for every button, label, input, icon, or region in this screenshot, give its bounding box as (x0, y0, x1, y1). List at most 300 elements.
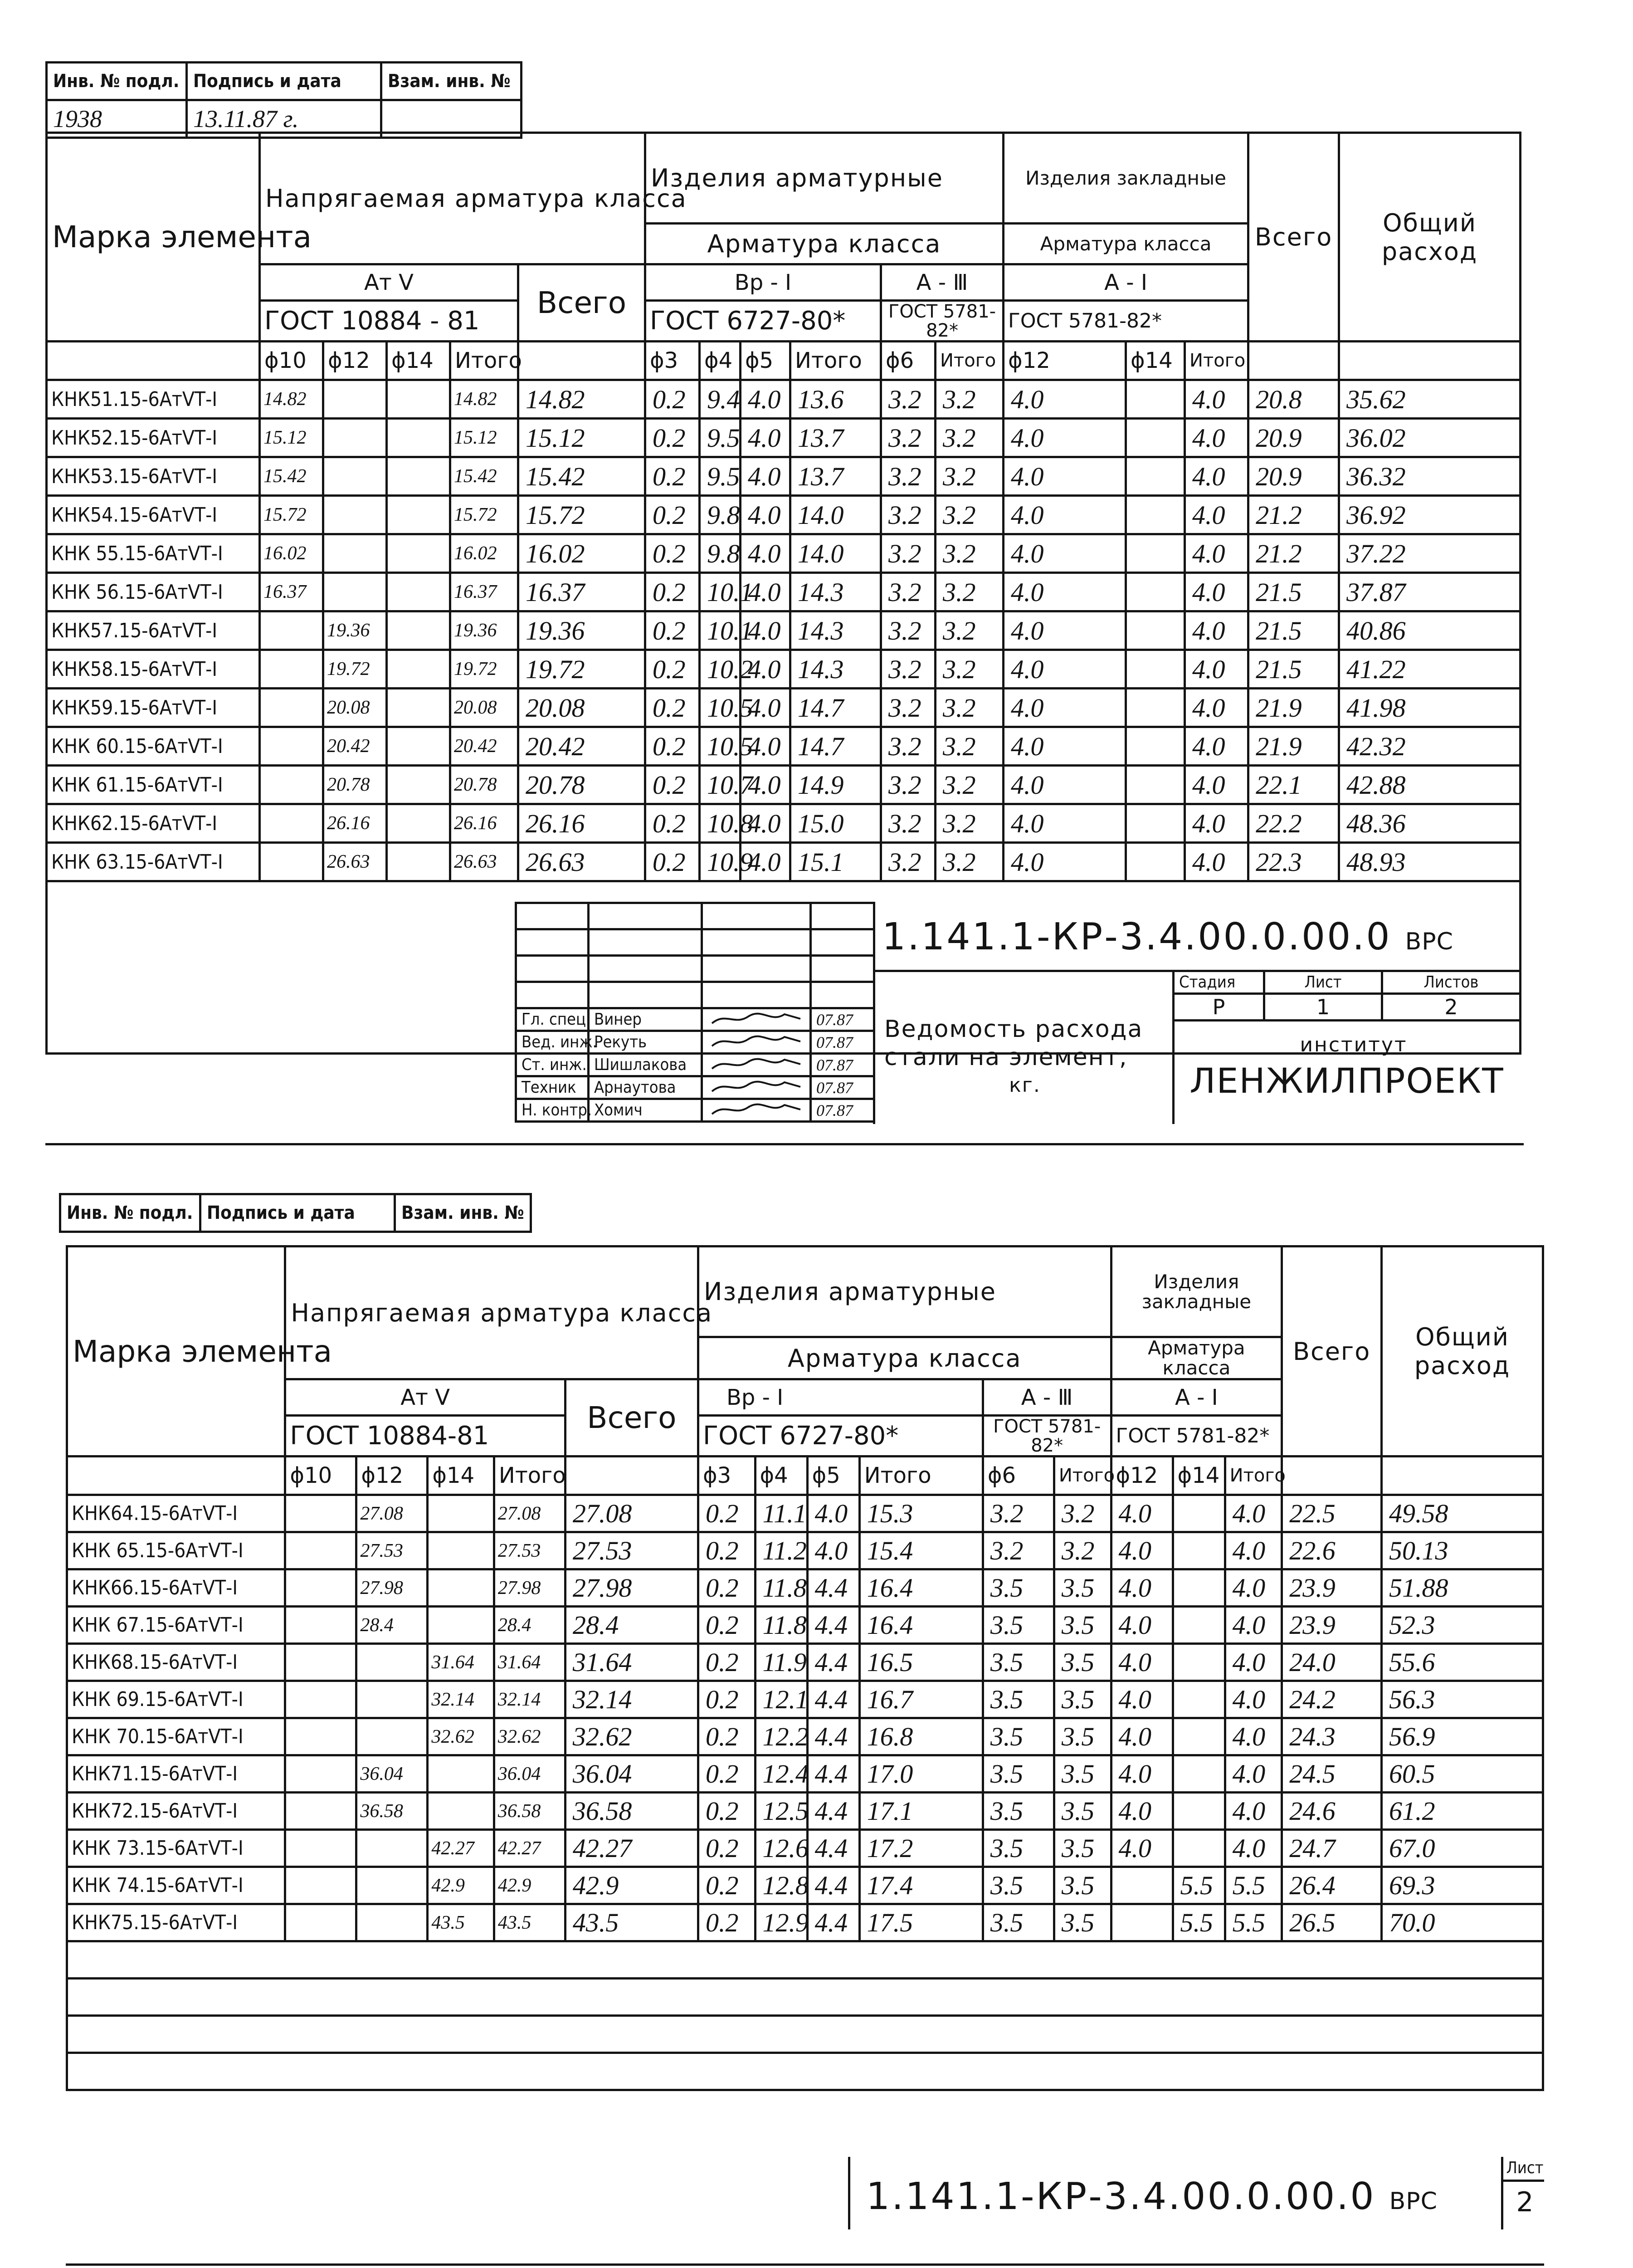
cell-d10 (285, 1644, 356, 1681)
cell-a14 (1173, 1755, 1225, 1793)
cell-it2: 17.5 (859, 1904, 983, 1941)
approval-date: 07.87 (811, 1076, 874, 1099)
cell-it: 27.98 (494, 1569, 565, 1607)
cell-mark: КНК52.15-6АтⅤТ-Ⅰ (47, 419, 260, 457)
cell-it2: 16.4 (859, 1607, 983, 1644)
cell-a14 (1173, 1607, 1225, 1644)
cell-d14 (387, 380, 450, 419)
cell-d14: 31.64 (428, 1644, 494, 1681)
cell-d5: 4.0 (741, 611, 790, 650)
cell-gen: 42.32 (1339, 727, 1521, 766)
table-row (47, 650, 1521, 689)
cell-gen: 56.9 (1382, 1718, 1543, 1755)
cell-mark: КНК 73.15-6АтⅤТ-Ⅰ (67, 1830, 285, 1867)
stage-sheet-table (1172, 970, 1521, 1022)
cell-d12: 26.63 (323, 843, 387, 881)
approval-grid (515, 1007, 875, 1123)
cell-d5: 4.0 (741, 496, 790, 534)
cell-all: 24.7 (1282, 1830, 1382, 1867)
cell-d6: 3.2 (881, 419, 936, 457)
cell-d12: 27.98 (356, 1569, 428, 1607)
sub-a1-d14: ϕ14 (1173, 1457, 1225, 1495)
sub-a1-d14: ϕ14 (1126, 342, 1185, 380)
cell-d10: 15.42 (260, 457, 323, 496)
cell-it4: 4.0 (1185, 804, 1248, 843)
cell-tot: 43.5 (565, 1904, 698, 1941)
cell-d3: 0.2 (645, 611, 700, 650)
col-total-prestressed-header: Всего (518, 264, 645, 342)
cell-tot: 15.12 (518, 419, 645, 457)
cell-gen: 52.3 (1382, 1607, 1543, 1644)
cell-a12: 4.0 (1111, 1495, 1173, 1532)
cell-d4: 10.2 (700, 650, 741, 689)
cell-gen: 55.6 (1382, 1644, 1543, 1681)
cell-a12: 4.0 (1111, 1569, 1173, 1607)
cell-it4: 5.5 (1225, 1904, 1282, 1941)
cell-tot: 20.78 (518, 766, 645, 804)
cell-it3: 3.2 (936, 650, 1004, 689)
cell-d3: 0.2 (698, 1681, 755, 1718)
class-bp1: Вр - Ⅰ (698, 1379, 983, 1416)
approval-row (516, 1054, 874, 1076)
cell-d10 (285, 1681, 356, 1718)
cell-gen: 70.0 (1382, 1904, 1543, 1941)
subheader-row (67, 1457, 1543, 1495)
cell-d12: 28.4 (356, 1607, 428, 1644)
cell-d12: 27.53 (356, 1532, 428, 1569)
cell-mark: КНК75.15-6АтⅤТ-Ⅰ (67, 1904, 285, 1941)
cell-d6: 3.2 (881, 650, 936, 689)
col-total-embedded-header: Всего (1248, 133, 1339, 342)
cell-a12: 4.0 (1111, 1681, 1173, 1718)
cell-it: 15.72 (450, 496, 518, 534)
approval-signature (702, 1008, 811, 1031)
cell-d14: 32.14 (428, 1681, 494, 1718)
cell-it3: 3.5 (1054, 1793, 1111, 1830)
sub-d10: ϕ10 (260, 342, 323, 380)
cell-mark: КНК68.15-6АтⅤТ-Ⅰ (67, 1644, 285, 1681)
cell-d10 (285, 1793, 356, 1830)
table-row (47, 573, 1521, 611)
cell-d5: 4.0 (741, 573, 790, 611)
cell-d4: 12.5 (755, 1793, 807, 1830)
class-a3: А - Ⅲ (881, 264, 1004, 301)
cell-d10 (260, 843, 323, 881)
cell-d6: 3.5 (983, 1755, 1054, 1793)
cell-it3: 3.2 (936, 419, 1004, 457)
rebar-class-header: Арматура класса (698, 1337, 1111, 1379)
cell-mark: КНК51.15-6АтⅤТ-Ⅰ (47, 380, 260, 419)
cell-d6: 3.5 (983, 1569, 1054, 1607)
cell-d4: 12.1 (755, 1681, 807, 1718)
title-block-2 (848, 2157, 1544, 2229)
cell-it2: 14.3 (790, 650, 881, 689)
cell-d4: 12.6 (755, 1830, 807, 1867)
cell-d5: 4.0 (741, 457, 790, 496)
cell-d6: 3.2 (881, 380, 936, 419)
cell-it: 28.4 (494, 1607, 565, 1644)
cell-it: 14.82 (450, 380, 518, 419)
cell-tot: 15.72 (518, 496, 645, 534)
cell-it: 26.63 (450, 843, 518, 881)
cell-d5: 4.4 (807, 1830, 859, 1867)
cell-it3: 3.5 (1054, 1718, 1111, 1755)
cell-it2: 16.7 (859, 1681, 983, 1718)
cell-mark: КНК71.15-6АтⅤТ-Ⅰ (67, 1755, 285, 1793)
cell-d12 (323, 380, 387, 419)
cell-gen: 50.13 (1382, 1532, 1543, 1569)
cell-it2: 14.9 (790, 766, 881, 804)
sub-total-bp1: Итого (859, 1457, 983, 1495)
sub-d14: ϕ14 (428, 1457, 494, 1495)
cell-d12 (356, 1681, 428, 1718)
cell-it: 42.27 (494, 1830, 565, 1867)
cell-d5: 4.0 (741, 419, 790, 457)
cell-all: 21.5 (1248, 611, 1339, 650)
cell-d10: 14.82 (260, 380, 323, 419)
cell-it3: 3.5 (1054, 1644, 1111, 1681)
cell-d14 (387, 766, 450, 804)
cell-d14 (387, 804, 450, 843)
cell-all: 26.5 (1282, 1904, 1382, 1941)
cell-it: 27.53 (494, 1532, 565, 1569)
cell-d3: 0.2 (698, 1904, 755, 1941)
gost-a1: ГОСТ 5781-82* (1111, 1416, 1282, 1457)
cell-it: 32.62 (494, 1718, 565, 1755)
cell-d12 (323, 496, 387, 534)
cell-d12: 27.08 (356, 1495, 428, 1532)
cell-d10 (260, 611, 323, 650)
cell-d12 (356, 1867, 428, 1904)
cell-mark: КНК 69.15-6АтⅤТ-Ⅰ (67, 1681, 285, 1718)
cell-it3: 3.5 (1054, 1830, 1111, 1867)
cell-it3: 3.2 (1054, 1495, 1111, 1532)
cell-d14 (387, 573, 450, 611)
cell-d3: 0.2 (698, 1718, 755, 1755)
cell-it: 26.16 (450, 804, 518, 843)
cell-it: 15.42 (450, 457, 518, 496)
cell-d3: 0.2 (645, 650, 700, 689)
table-row (47, 766, 1521, 804)
cell-tot: 27.98 (565, 1569, 698, 1607)
cell-d12: 20.08 (323, 689, 387, 727)
cell-all: 24.6 (1282, 1793, 1382, 1830)
sub-total-bp1: Итого (790, 342, 881, 380)
cell-d14 (387, 611, 450, 650)
cell-a14: 5.5 (1173, 1867, 1225, 1904)
cell-d10 (260, 804, 323, 843)
doc-title: Ведомость расхода стали на элемент, кг. (884, 1016, 1143, 1097)
stamp-signature-value: 13.11.87 г. (187, 100, 381, 138)
cell-d3: 0.2 (698, 1793, 755, 1830)
cell-d12: 20.78 (323, 766, 387, 804)
cell-a14 (1126, 457, 1185, 496)
cell-d4: 11.1 (755, 1495, 807, 1532)
inventory-stamp-2 (59, 1193, 532, 1233)
cell-it4: 4.0 (1225, 1495, 1282, 1532)
cell-a12: 4.0 (1004, 727, 1126, 766)
table-row (47, 380, 1521, 419)
cell-all: 24.0 (1282, 1644, 1382, 1681)
cell-tot: 16.02 (518, 534, 645, 573)
cell-d10 (285, 1718, 356, 1755)
cell-d14 (387, 689, 450, 727)
cell-d6: 3.5 (983, 1718, 1054, 1755)
cell-all: 23.9 (1282, 1607, 1382, 1644)
approval-date: 07.87 (811, 1008, 874, 1031)
cell-it: 43.5 (494, 1904, 565, 1941)
prestressed-group-header: Напрягаемая арматура класса (260, 133, 645, 264)
sub-d5: ϕ5 (807, 1457, 859, 1495)
table-row (47, 727, 1521, 766)
cell-a12: 4.0 (1111, 1755, 1173, 1793)
cell-it2: 14.7 (790, 689, 881, 727)
class-atv: Ат Ⅴ (285, 1379, 565, 1416)
cell-d6: 3.2 (881, 727, 936, 766)
cell-a14 (1126, 727, 1185, 766)
cell-mark: КНК59.15-6АтⅤТ-Ⅰ (47, 689, 260, 727)
cell-gen: 40.86 (1339, 611, 1521, 650)
cell-d14: 32.62 (428, 1718, 494, 1755)
cell-mark: КНК 56.15-6АтⅤТ-Ⅰ (47, 573, 260, 611)
table-row (47, 457, 1521, 496)
cell-d14 (428, 1607, 494, 1644)
cell-all: 21.2 (1248, 496, 1339, 534)
cell-tot: 36.04 (565, 1755, 698, 1793)
cell-it4: 4.0 (1185, 380, 1248, 419)
cell-d3: 0.2 (698, 1495, 755, 1532)
approval-role: Н. контр. (516, 1099, 589, 1122)
cell-it2: 14.3 (790, 573, 881, 611)
sub-total-atv: Итого (450, 342, 518, 380)
cell-a12: 4.0 (1004, 496, 1126, 534)
cell-it2: 14.0 (790, 534, 881, 573)
cell-d14: 42.27 (428, 1830, 494, 1867)
cell-it: 19.72 (450, 650, 518, 689)
approval-date: 07.87 (811, 1031, 874, 1054)
cell-d5: 4.0 (741, 689, 790, 727)
cell-d10: 15.12 (260, 419, 323, 457)
table-row (67, 1681, 1543, 1718)
cell-gen: 35.62 (1339, 380, 1521, 419)
cell-d14 (428, 1793, 494, 1830)
col-overall-header: Общий расход (1382, 1246, 1543, 1457)
sheet-value: 1 (1264, 994, 1382, 1021)
approval-role: Ст. инж. (516, 1054, 589, 1076)
cell-mark: КНК72.15-6АтⅤТ-Ⅰ (67, 1793, 285, 1830)
table-row (47, 804, 1521, 843)
cell-d10: 16.37 (260, 573, 323, 611)
approval-date: 07.87 (811, 1054, 874, 1076)
cell-d4: 10.7 (700, 766, 741, 804)
cell-mark: КНК66.15-6АтⅤТ-Ⅰ (67, 1569, 285, 1607)
sub-d5: ϕ5 (741, 342, 790, 380)
cell-d4: 11.9 (755, 1644, 807, 1681)
cell-mark: КНК 61.15-6АтⅤТ-Ⅰ (47, 766, 260, 804)
gost-atv: ГОСТ 10884-81 (285, 1416, 565, 1457)
cell-it4: 4.0 (1225, 1755, 1282, 1793)
table-row (67, 1644, 1543, 1681)
title-block-1 (515, 902, 1519, 1124)
cell-d10 (285, 1867, 356, 1904)
cell-d4: 9.5 (700, 419, 741, 457)
cell-a14 (1126, 689, 1185, 727)
cell-it3: 3.2 (936, 766, 1004, 804)
cell-gen: 37.87 (1339, 573, 1521, 611)
cell-it2: 17.1 (859, 1793, 983, 1830)
cell-gen: 41.98 (1339, 689, 1521, 727)
gost-bp1: ГОСТ 6727-80* (645, 301, 881, 342)
cell-d12: 20.42 (323, 727, 387, 766)
cell-a14 (1126, 496, 1185, 534)
cell-a14 (1173, 1532, 1225, 1569)
cell-a12: 4.0 (1004, 419, 1126, 457)
cell-a12: 4.0 (1004, 534, 1126, 573)
table-row (47, 419, 1521, 457)
cell-it2: 16.4 (859, 1569, 983, 1607)
gost-atv: ГОСТ 10884 - 81 (260, 301, 518, 342)
cell-all: 22.3 (1248, 843, 1339, 881)
cell-it3: 3.2 (936, 843, 1004, 881)
approval-row (516, 1008, 874, 1031)
cell-d3: 0.2 (645, 419, 700, 457)
cell-it4: 4.0 (1225, 1793, 1282, 1830)
cell-all: 24.5 (1282, 1755, 1382, 1793)
doc-code-1: 1.141.1-КР-3.4.00.0.00.0 ВРС (882, 915, 1453, 958)
class-atv: Ат Ⅴ (260, 264, 518, 301)
cell-d6: 3.2 (881, 457, 936, 496)
cell-d12 (323, 457, 387, 496)
gost-a1: ГОСТ 5781-82* (1004, 301, 1248, 342)
blank-row (67, 2016, 1543, 2053)
cell-d10 (260, 727, 323, 766)
approval-name: Арнаутова (589, 1076, 702, 1099)
cell-d12 (323, 534, 387, 573)
sub-total-a1: Итого (1185, 342, 1248, 380)
cell-it4: 4.0 (1185, 457, 1248, 496)
cell-d6: 3.2 (881, 689, 936, 727)
cell-d4: 10.9 (700, 843, 741, 881)
embedded-group-header: Изделия закладные (1004, 133, 1248, 224)
cell-d5: 4.4 (807, 1681, 859, 1718)
cell-d14 (428, 1495, 494, 1532)
cell-it: 27.08 (494, 1495, 565, 1532)
cell-it3: 3.2 (936, 689, 1004, 727)
cell-d12: 36.04 (356, 1755, 428, 1793)
cell-it4: 4.0 (1225, 1718, 1282, 1755)
cell-d4: 10.5 (700, 689, 741, 727)
cell-tot: 28.4 (565, 1607, 698, 1644)
cell-it2: 17.0 (859, 1755, 983, 1793)
cell-tot: 20.42 (518, 727, 645, 766)
approval-name: Винер (589, 1008, 702, 1031)
steel-consumption-table-2 (66, 1245, 1544, 2091)
cell-it: 42.9 (494, 1867, 565, 1904)
gost-a3: ГОСТ 5781-82* (881, 301, 1004, 342)
col-mark-header: Марка элемента (47, 133, 260, 342)
cell-d12 (356, 1904, 428, 1941)
cell-it: 19.36 (450, 611, 518, 650)
cell-d12: 26.16 (323, 804, 387, 843)
cell-gen: 61.2 (1382, 1793, 1543, 1830)
col-mark-header: Марка элемента (67, 1246, 285, 1457)
cell-d5: 4.0 (741, 650, 790, 689)
approval-name: Шишлакова (589, 1054, 702, 1076)
cell-d3: 0.2 (645, 843, 700, 881)
cell-mark: КНК57.15-6АтⅤТ-Ⅰ (47, 611, 260, 650)
cell-d5: 4.4 (807, 1718, 859, 1755)
cell-it3: 3.5 (1054, 1569, 1111, 1607)
table-row (67, 1607, 1543, 1644)
cell-a12: 4.0 (1004, 689, 1126, 727)
table-body-2 (67, 1495, 1543, 1941)
cell-d3: 0.2 (645, 573, 700, 611)
approval-date: 07.87 (811, 1099, 874, 1122)
table-body-1 (47, 380, 1521, 881)
blank-row (67, 1941, 1543, 1979)
cell-d6: 3.2 (983, 1495, 1054, 1532)
cell-it4: 5.5 (1225, 1867, 1282, 1904)
cell-all: 24.2 (1282, 1681, 1382, 1718)
cell-tot: 14.82 (518, 380, 645, 419)
cell-all: 21.2 (1248, 534, 1339, 573)
approval-signature (702, 1099, 811, 1122)
cell-it3: 3.5 (1054, 1607, 1111, 1644)
cell-d4: 11.8 (755, 1569, 807, 1607)
cell-d5: 4.4 (807, 1644, 859, 1681)
cell-gen: 37.22 (1339, 534, 1521, 573)
cell-mark: КНК64.15-6АтⅤТ-Ⅰ (67, 1495, 285, 1532)
cell-it3: 3.5 (1054, 1681, 1111, 1718)
cell-d6: 3.2 (881, 766, 936, 804)
cell-gen: 56.3 (1382, 1681, 1543, 1718)
cell-it4: 4.0 (1225, 1830, 1282, 1867)
stamp-signature-header: Подпись и дата (200, 1194, 395, 1232)
sub-d6: ϕ6 (881, 342, 936, 380)
sheet-label-2: Лист (1506, 2159, 1544, 2177)
cell-d6: 3.2 (983, 1532, 1054, 1569)
gost-a3: ГОСТ 5781-82* (983, 1416, 1111, 1457)
sub-d4: ϕ4 (700, 342, 741, 380)
cell-d14 (428, 1569, 494, 1607)
cell-d10 (260, 689, 323, 727)
cell-gen: 48.93 (1339, 843, 1521, 881)
cell-d14 (387, 457, 450, 496)
cell-it4: 4.0 (1225, 1607, 1282, 1644)
cell-it4: 4.0 (1185, 611, 1248, 650)
cell-gen: 48.36 (1339, 804, 1521, 843)
col-overall-header: Общий расход (1339, 133, 1521, 342)
cell-d14 (387, 496, 450, 534)
cell-d12: 19.36 (323, 611, 387, 650)
cell-it2: 13.6 (790, 380, 881, 419)
sub-d10: ϕ10 (285, 1457, 356, 1495)
cell-gen: 51.88 (1382, 1569, 1543, 1607)
col-total-prestressed-header: Всего (565, 1379, 698, 1457)
cell-d3: 0.2 (698, 1607, 755, 1644)
table-row (67, 1532, 1543, 1569)
cell-a14 (1126, 843, 1185, 881)
cell-d10 (260, 766, 323, 804)
cell-it: 36.58 (494, 1793, 565, 1830)
cell-it2: 16.8 (859, 1718, 983, 1755)
cell-d5: 4.4 (807, 1867, 859, 1904)
cell-mark: КНК58.15-6АтⅤТ-Ⅰ (47, 650, 260, 689)
cell-a14 (1126, 380, 1185, 419)
cell-a14 (1173, 1681, 1225, 1718)
cell-mark: КНК 55.15-6АтⅤТ-Ⅰ (47, 534, 260, 573)
cell-d10 (285, 1607, 356, 1644)
